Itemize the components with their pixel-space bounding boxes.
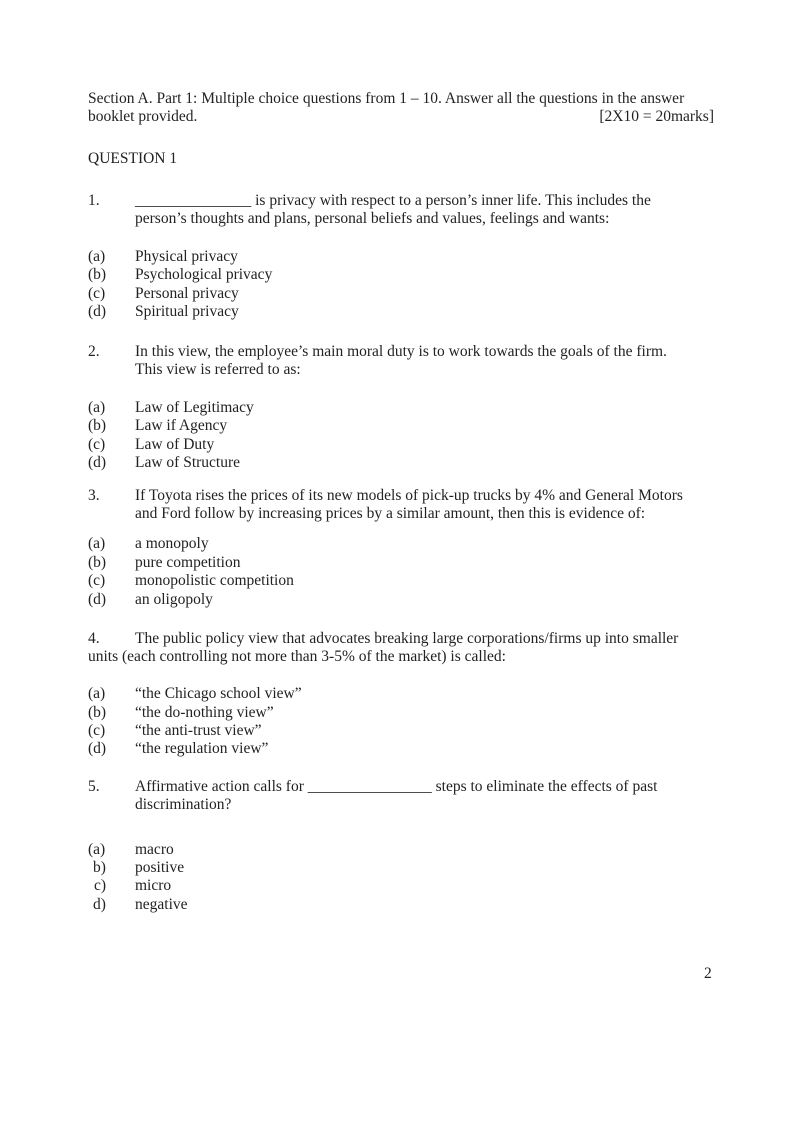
question-text: This view is referred to as: [135, 361, 301, 378]
option-label: (d) [88, 454, 107, 471]
option-text: an oligopoly [135, 591, 213, 608]
question-text: Affirmative action calls for ________________ steps to eliminate the effects of past [135, 778, 658, 795]
question-number: 4. [88, 630, 100, 647]
option-label: (d) [88, 591, 107, 608]
question-text: person’s thoughts and plans, personal beliefs and values, feelings and wants: [135, 210, 610, 227]
option-text: Psychological privacy [135, 266, 273, 283]
question-number: 3. [88, 487, 100, 504]
option-label: (d) [88, 740, 107, 757]
option-text: Spiritual privacy [135, 303, 239, 320]
option-text: “the anti-trust view” [135, 722, 262, 739]
option-text: Physical privacy [135, 248, 238, 265]
question-title: QUESTION 1 [88, 150, 178, 167]
option-label: d) [93, 896, 106, 913]
option-label: b) [93, 859, 106, 876]
question-number: 5. [88, 778, 100, 795]
option-text: macro [135, 841, 174, 858]
option-label: (c) [88, 722, 106, 739]
option-text: Personal privacy [135, 285, 239, 302]
question-text: and Ford follow by increasing prices by a similar amount, then this is evidence of: [135, 505, 646, 522]
option-text: monopolistic competition [135, 572, 294, 589]
question-text: discrimination? [135, 796, 232, 813]
option-label: (a) [88, 685, 106, 702]
option-text: pure competition [135, 554, 241, 571]
option-text: Law of Legitimacy [135, 399, 254, 416]
option-text: Law if Agency [135, 417, 228, 434]
question-text: If Toyota rises the prices of its new models of pick-up trucks by 4% and General Motors [135, 487, 683, 504]
option-text: a monopoly [135, 535, 209, 552]
option-text: Law of Duty [135, 436, 215, 453]
option-text: negative [135, 896, 188, 913]
option-text: positive [135, 859, 185, 876]
instructions-line-1: Section A. Part 1: Multiple choice questions from 1 – 10. Answer all the questions in the answer [88, 90, 685, 107]
option-label: (b) [88, 417, 107, 434]
question-number: 1. [88, 192, 100, 209]
option-label: (b) [88, 266, 107, 283]
option-text: Law of Structure [135, 454, 241, 471]
question-text: In this view, the employee’s main moral duty is to work towards the goals of the firm. [135, 343, 667, 360]
question-text: The public policy view that advocates breaking large corporations/firms up into smaller [135, 630, 679, 647]
marks-allocation: [2X10 = 20marks] [599, 108, 714, 125]
option-label: (c) [88, 436, 106, 453]
option-label: (b) [88, 554, 107, 571]
option-label: (b) [88, 704, 107, 721]
option-text: “the regulation view” [135, 740, 269, 757]
option-label: (d) [88, 303, 107, 320]
option-label: (c) [88, 285, 106, 302]
question-text: units (each controlling not more than 3-5% of the market) is called: [88, 648, 506, 665]
option-text: “the do-nothing view” [135, 704, 274, 721]
option-label: (a) [88, 841, 106, 858]
option-label: (a) [88, 248, 106, 265]
option-label: (c) [88, 572, 106, 589]
page-number: 2 [704, 965, 712, 982]
option-label: c) [94, 877, 107, 894]
option-label: (a) [88, 399, 106, 416]
question-number: 2. [88, 343, 100, 360]
option-text: micro [135, 877, 172, 894]
option-text: “the Chicago school view” [135, 685, 302, 702]
instructions-line-2: booklet provided. [88, 108, 198, 125]
question-text: _______________ is privacy with respect to a person’s inner life. This includes the [135, 192, 651, 209]
option-label: (a) [88, 535, 106, 552]
